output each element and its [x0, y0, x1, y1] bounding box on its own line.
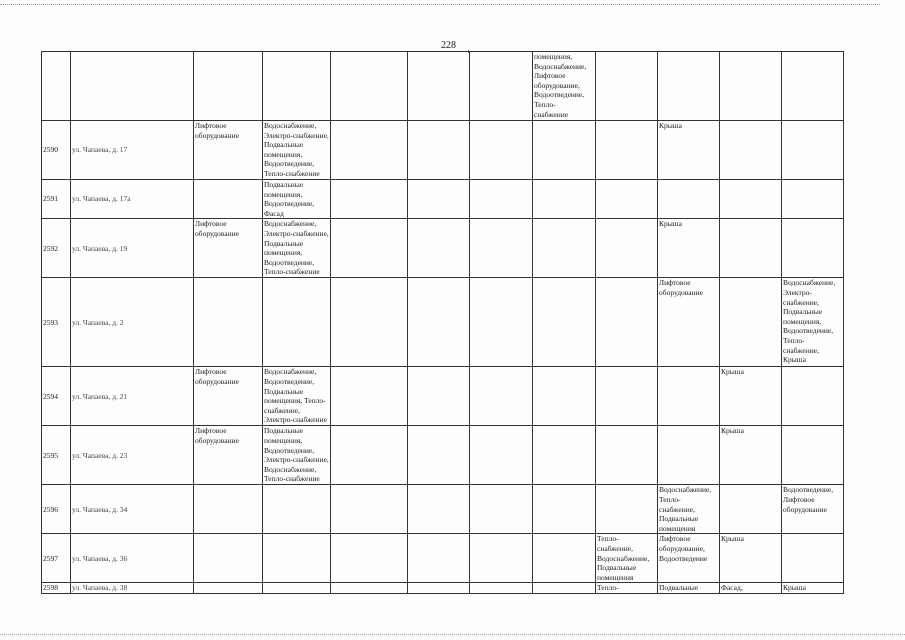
work-type-cell — [533, 485, 596, 534]
table-row — [42, 278, 844, 367]
row-number: 2595 — [42, 426, 71, 485]
cell-c5 — [470, 52, 533, 121]
work-type-cell — [470, 534, 533, 583]
address: ул. Чапаева, д. 17 — [71, 121, 194, 180]
work-type-cell — [533, 121, 596, 180]
work-type-cell: Лифтовое оборудование — [194, 219, 263, 278]
work-type-cell — [194, 180, 263, 219]
address: ул. Чапаева, д. 21 — [71, 367, 194, 426]
work-type-cell — [470, 278, 533, 367]
work-type-cell: Лифтовое оборудование — [194, 367, 263, 426]
row-number: 2598 — [42, 583, 71, 594]
row-number: 2592 — [42, 219, 71, 278]
work-type-cell — [470, 485, 533, 534]
table-row — [42, 534, 844, 583]
work-type-cell: Крыша — [782, 583, 844, 594]
work-type-cell — [533, 367, 596, 426]
cell-c6: помещения, Водоснабжение, Лифтовое оборудование, Водоотведение, Тепло- снабжение — [533, 52, 596, 121]
work-type-cell — [408, 534, 470, 583]
row-number: 2591 — [42, 180, 71, 219]
work-type-cell — [408, 278, 470, 367]
address: ул. Чапаева, д. 23 — [71, 426, 194, 485]
work-type-cell — [658, 367, 720, 426]
work-type-cell — [470, 121, 533, 180]
table-row — [42, 426, 844, 485]
table-row — [42, 219, 844, 278]
work-type-cell: Водоснабжение, Водоотведение, Подвальные помещения, Тепло- снабжение, Электро-снабжение — [263, 367, 331, 426]
work-type-cell — [331, 121, 408, 180]
work-type-cell — [596, 219, 658, 278]
work-type-cell — [408, 583, 470, 594]
work-type-cell: Водоснабжение, Электро-снабжение, Подвальные помещения, Водоотведение, Тепло-снабжение — [264, 219, 329, 277]
scan-edge-bottom — [0, 634, 905, 635]
work-type-cell — [470, 426, 533, 485]
cell-c1 — [194, 52, 263, 121]
address: ул. Чапаева, д. 38 — [71, 583, 194, 594]
work-type-cell — [596, 426, 658, 485]
table-row — [42, 180, 844, 219]
work-type-cell: Крыша — [720, 426, 782, 485]
address: ул. Чапаева, д. 2 — [71, 278, 194, 367]
cell-c4 — [408, 52, 470, 121]
work-type-cell: Водоснабжение, Тепло- снабжение, Подвальные помещения — [658, 485, 720, 534]
work-type-cell: Тепло- снабжение, Водоснабжение, Подвальные помещения — [596, 534, 658, 583]
work-type-cell — [331, 180, 408, 219]
cell-c2 — [263, 52, 331, 121]
work-type-cell — [408, 219, 470, 278]
work-type-cell — [331, 219, 408, 278]
work-type-cell — [533, 219, 596, 278]
work-type-cell — [596, 278, 658, 367]
row-number: 2596 — [42, 485, 71, 534]
row-number: 2597 — [42, 534, 71, 583]
cell-c10 — [782, 52, 844, 121]
scan-edge-top — [0, 4, 880, 5]
table-row — [42, 583, 844, 594]
table-row-continuation — [42, 52, 844, 121]
work-type-cell — [533, 534, 596, 583]
work-type-cell — [470, 583, 533, 594]
work-type-cell: Крыша — [658, 219, 720, 278]
work-type-cell: Водоснабжение, Электро-снабжение, Подвальные помещения, Водоотведение, Тепло-снабжение — [264, 121, 329, 178]
work-type-cell: Крыша — [720, 534, 782, 583]
work-type-cell: Лифтовое оборудование, Водоотведение — [658, 534, 720, 583]
work-type-cell — [331, 534, 408, 583]
work-type-cell: Тепло- — [596, 583, 658, 594]
work-type-cell — [331, 583, 408, 594]
work-type-cell — [720, 485, 782, 534]
work-type-cell — [782, 121, 844, 180]
row-number: 2593 — [42, 278, 71, 367]
work-type-cell — [263, 534, 331, 583]
work-type-cell — [720, 180, 782, 219]
work-type-cell — [533, 426, 596, 485]
work-type-cell: Лифтовое оборудование — [194, 121, 263, 180]
work-type-cell — [331, 278, 408, 367]
work-type-cell — [720, 121, 782, 180]
work-type-cell — [194, 534, 263, 583]
work-type-cell: Водоотведение, Лифтовое оборудование — [782, 485, 844, 534]
work-type-cell: Лифтовое оборудование — [658, 278, 720, 367]
work-type-cell — [533, 180, 596, 219]
address: ул. Чапаева, д. 34 — [71, 485, 194, 534]
row-number: 2590 — [42, 121, 71, 180]
work-type-cell — [331, 367, 408, 426]
cell-num — [42, 52, 71, 121]
work-type-cell — [658, 426, 720, 485]
cell-c8 — [658, 52, 720, 121]
work-type-cell — [720, 219, 782, 278]
work-type-cell — [470, 367, 533, 426]
work-type-cell — [194, 583, 263, 594]
work-type-cell: Подвальные помещения, Водоотведение, Фасад — [263, 180, 331, 219]
work-type-cell — [470, 219, 533, 278]
table-row — [42, 367, 844, 426]
work-type-cell — [408, 485, 470, 534]
page-number: 228 — [441, 40, 456, 51]
work-type-cell: Подвальные — [658, 583, 720, 594]
work-type-cell — [596, 180, 658, 219]
address: ул. Чапаева, д. 17а — [71, 180, 194, 219]
work-type-cell — [596, 121, 658, 180]
cell-address — [71, 52, 194, 121]
work-type-cell — [596, 367, 658, 426]
work-type-cell: Лифтовое оборудование — [194, 426, 263, 485]
work-type-cell — [194, 278, 263, 367]
table-row — [42, 121, 844, 180]
work-type-cell — [720, 278, 782, 367]
work-type-cell — [263, 485, 331, 534]
work-type-cell: Крыша — [720, 367, 782, 426]
work-type-cell — [408, 367, 470, 426]
work-type-cell — [596, 485, 658, 534]
work-type-cell — [194, 485, 263, 534]
row-number: 2594 — [42, 367, 71, 426]
table-row — [42, 485, 844, 534]
repair-schedule-table — [41, 51, 844, 594]
work-type-cell — [782, 367, 844, 426]
work-type-cell — [331, 426, 408, 485]
work-type-cell — [263, 583, 331, 594]
address: ул. Чапаева, д. 36 — [71, 534, 194, 583]
work-type-cell — [658, 180, 720, 219]
work-type-cell: Фасад, — [720, 583, 782, 594]
cell-c7 — [596, 52, 658, 121]
work-type-cell: Водоснабжение, Электро- снабжение, Подвальные помещения, Водоотведение, Тепло- снабжение, Крыша — [782, 278, 844, 367]
work-type-cell: Крыша — [658, 121, 720, 180]
work-type-cell: Подвальные помещения, Водоотведение, Электро-снабжение, Водоснабжение, Тепло-снабжение — [264, 426, 329, 484]
cell-c3 — [331, 52, 408, 121]
work-type-cell — [782, 219, 844, 278]
work-type-cell — [533, 583, 596, 594]
work-type-cell — [782, 426, 844, 485]
work-type-cell — [408, 180, 470, 219]
work-type-cell — [782, 534, 844, 583]
work-type-cell — [331, 485, 408, 534]
cell-c9 — [720, 52, 782, 121]
work-type-cell — [470, 180, 533, 219]
address: ул. Чапаева, д. 19 — [71, 219, 194, 278]
work-type-cell — [782, 180, 844, 219]
work-type-cell — [263, 278, 331, 367]
work-type-cell — [408, 121, 470, 180]
work-type-cell — [533, 278, 596, 367]
work-type-cell — [408, 426, 470, 485]
